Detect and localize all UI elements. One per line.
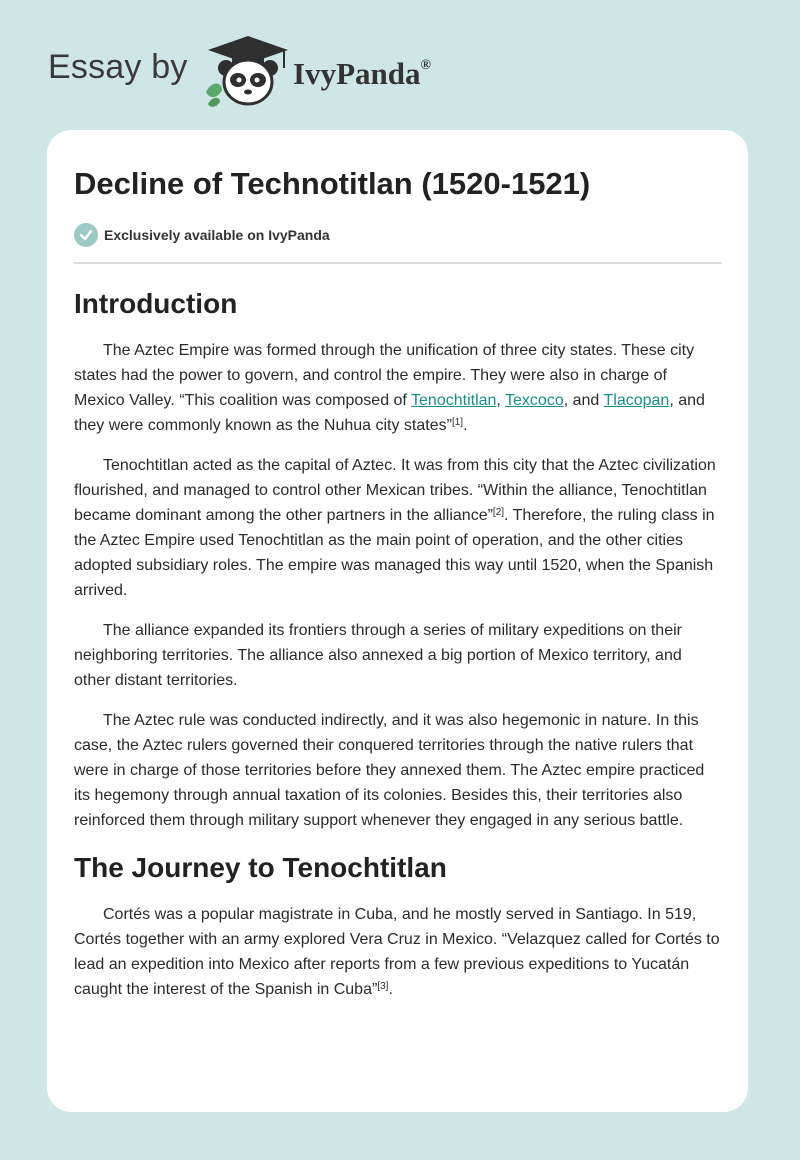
paragraph-text: .: [463, 417, 468, 434]
section-heading-journey: The Journey to Tenochtitlan: [74, 852, 447, 883]
paragraph-text: , and they were commonly known as the Nuhua city states”: [74, 392, 705, 434]
paragraph: [74, 338, 722, 438]
essay-by-label: Essay by: [48, 48, 188, 86]
paragraph: The Aztec rule was conducted indirectly, and it was also hegemonic in nature. In this case, the Aztec rulers governed their conquered territories through the native rulers that were in charge of those territories before they annexed them. The Aztec empire practiced its hegemony through annual taxation of its colonies. Besides this, their territories also reinforced them through military support whenever they engaged in any serious battle.: [74, 712, 705, 829]
paragraph-text: .: [388, 981, 393, 998]
paragraph-text: . Therefore, the ruling class in the Aztec Empire used Tenochtitlan as the main point of operation, and the other cities adopted subsidiary roles. The empire was managed this way until 1520, when the Spanish arrived.: [74, 507, 715, 599]
footnote-ref[interactable]: [2]: [492, 507, 505, 518]
footnote-ref[interactable]: [1]: [451, 417, 464, 428]
paragraph-text: Cortés was a popular magistrate in Cuba, and he mostly served in Santiago. In 519, Cortés together with an army explored Vera Cruz in Mexico. “Velazquez called for Cortés to lead an expedition into Mexico after reports from a few previous expeditions to Yucatán caught the interest of the Spanish in Cuba”: [74, 906, 720, 998]
paragraph: The alliance expanded its frontiers through a series of military expeditions on their neighboring territories. The alliance also annexed a big portion of Mexico territory, and other distant territories.: [74, 622, 682, 689]
exclusive-label: Exclusively available on IvyPanda: [104, 227, 330, 243]
brand-name[interactable]: [293, 56, 431, 92]
section-heading-introduction: Introduction: [74, 288, 238, 319]
brand-label: IvyPanda: [293, 56, 421, 91]
paragraph: [74, 453, 722, 603]
link-texcoco[interactable]: Texcoco: [505, 392, 564, 409]
divider: [74, 262, 722, 264]
essay-card: [47, 130, 748, 1112]
registered-mark: ®: [420, 58, 431, 73]
essay-content: [74, 162, 722, 1017]
link-tenochtitlan[interactable]: Tenochtitlan: [411, 392, 497, 409]
panda-logo-icon[interactable]: [202, 34, 294, 108]
link-tlacopan[interactable]: Tlacopan: [603, 392, 670, 409]
exclusive-badge: [74, 222, 722, 248]
paragraph-text: Tenochtitlan acted as the capital of Aztec. It was from this city that the Aztec civilization flourished, and managed to control other Mexican tribes. “Within the alliance, Tenochtitlan became dominant among the other partners in the alliance”: [74, 457, 716, 524]
paragraph-text: , and: [563, 392, 604, 409]
paragraph-text: The Aztec Empire was formed through the unification of three city states. These city states had the power to govern, and control the empire. They were also in charge of Mexico Valley. “This coalition was composed of: [74, 342, 695, 409]
paragraph-text: ,: [496, 392, 506, 409]
footnote-ref[interactable]: [3]: [377, 981, 389, 992]
page-title: Decline of Technotitlan (1520-1521): [74, 166, 591, 201]
check-circle-icon: [74, 223, 98, 247]
site-header: [48, 34, 508, 114]
paragraph: [74, 902, 722, 1002]
